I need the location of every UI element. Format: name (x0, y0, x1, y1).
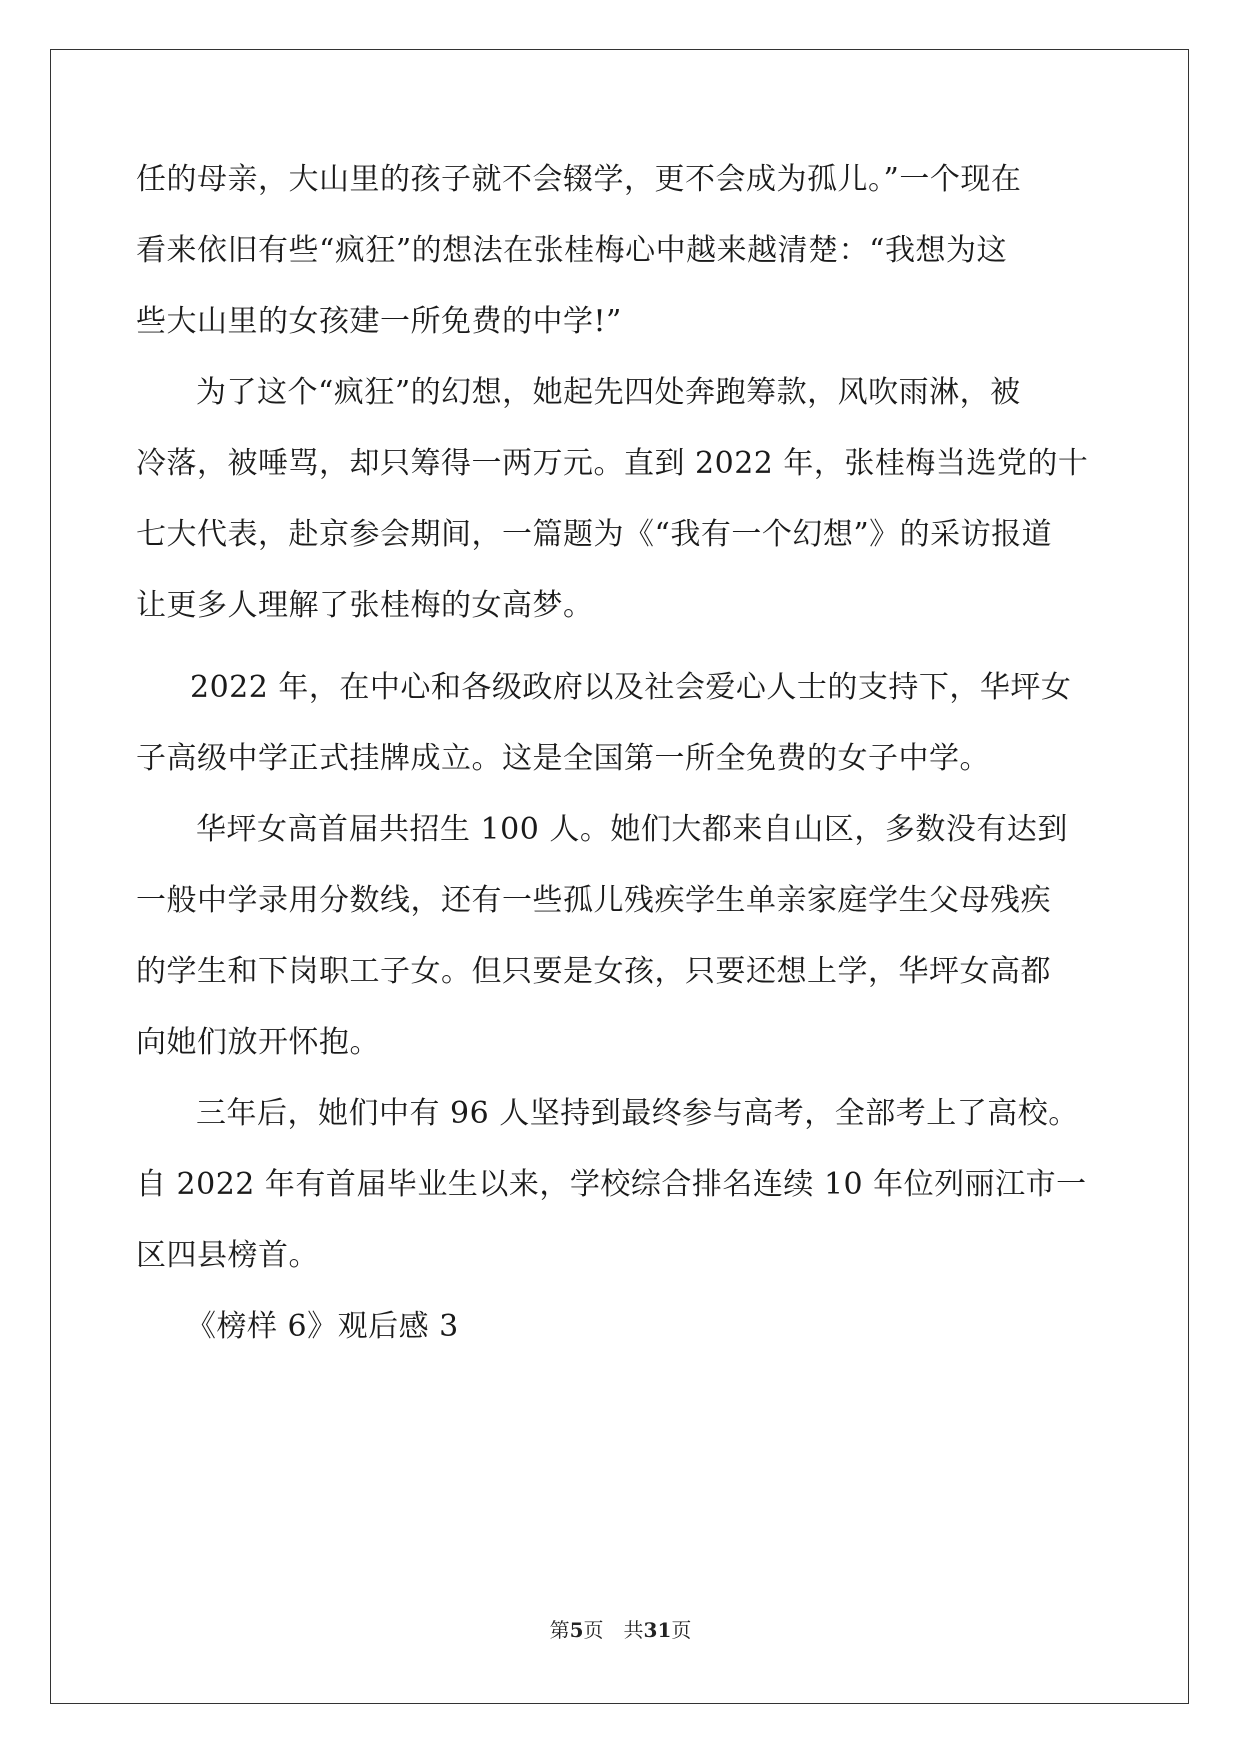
paragraph-first-line: 华坪女高首届共招生 100 人。她们大都来自山区，多数没有达到 (196, 812, 1068, 847)
page-footer (0, 1618, 1241, 1642)
text-line: 让更多人理解了张桂梅的女高梦。 (136, 588, 594, 623)
text-line: 向她们放开怀抱。 (136, 1025, 380, 1060)
section-heading: 《榜样 6》观后感 3 (186, 1309, 459, 1344)
total-page-number: 31 (643, 1618, 672, 1642)
text-line: 任的母亲，大山里的孩子就不会辍学，更不会成为孤儿。”一个现在 (136, 162, 1022, 197)
paragraph-first-line: 三年后，她们中有 96 人坚持到最终参与高考，全部考上了高校。 (196, 1096, 1079, 1131)
paragraph-first-line: 为了这个“疯狂”的幻想，她起先四处奔跑筹款，风吹雨淋，被 (196, 375, 1021, 410)
footer-middle: 页 共 (583, 1618, 644, 1642)
text-line: 看来依旧有些“疯狂”的想法在张桂梅心中越来越清楚：“我想为这 (136, 233, 1008, 268)
text-line: 子高级中学正式挂牌成立。这是全国第一所全免费的女子中学。 (136, 741, 990, 776)
text-line: 的学生和下岗职工子女。但只要是女孩，只要还想上学，华坪女高都 (136, 954, 1051, 989)
text-line: 区四县榜首。 (136, 1238, 319, 1273)
text-line: 一般中学录用分数线，还有一些孤儿残疾学生单亲家庭学生父母残疾 (136, 883, 1051, 918)
text-line: 冷落，被唾骂，却只筹得一两万元。直到 2022 年，张桂梅当选党的十 (136, 446, 1089, 481)
text-line: 些大山里的女孩建一所免费的中学!” (136, 304, 622, 339)
current-page-number: 5 (569, 1618, 584, 1642)
footer-suffix: 页 (671, 1618, 692, 1642)
footer-prefix: 第 (549, 1618, 570, 1642)
text-line: 七大代表，赴京参会期间，一篇题为《“我有一个幻想”》的采访报道 (136, 517, 1053, 552)
page-border (50, 49, 1189, 1704)
text-line: 自 2022 年有首届毕业生以来，学校综合排名连续 10 年位列丽江市一 (136, 1167, 1087, 1202)
paragraph-first-line: 2022 年，在中心和各级政府以及社会爱心人士的支持下，华坪女 (190, 670, 1072, 705)
